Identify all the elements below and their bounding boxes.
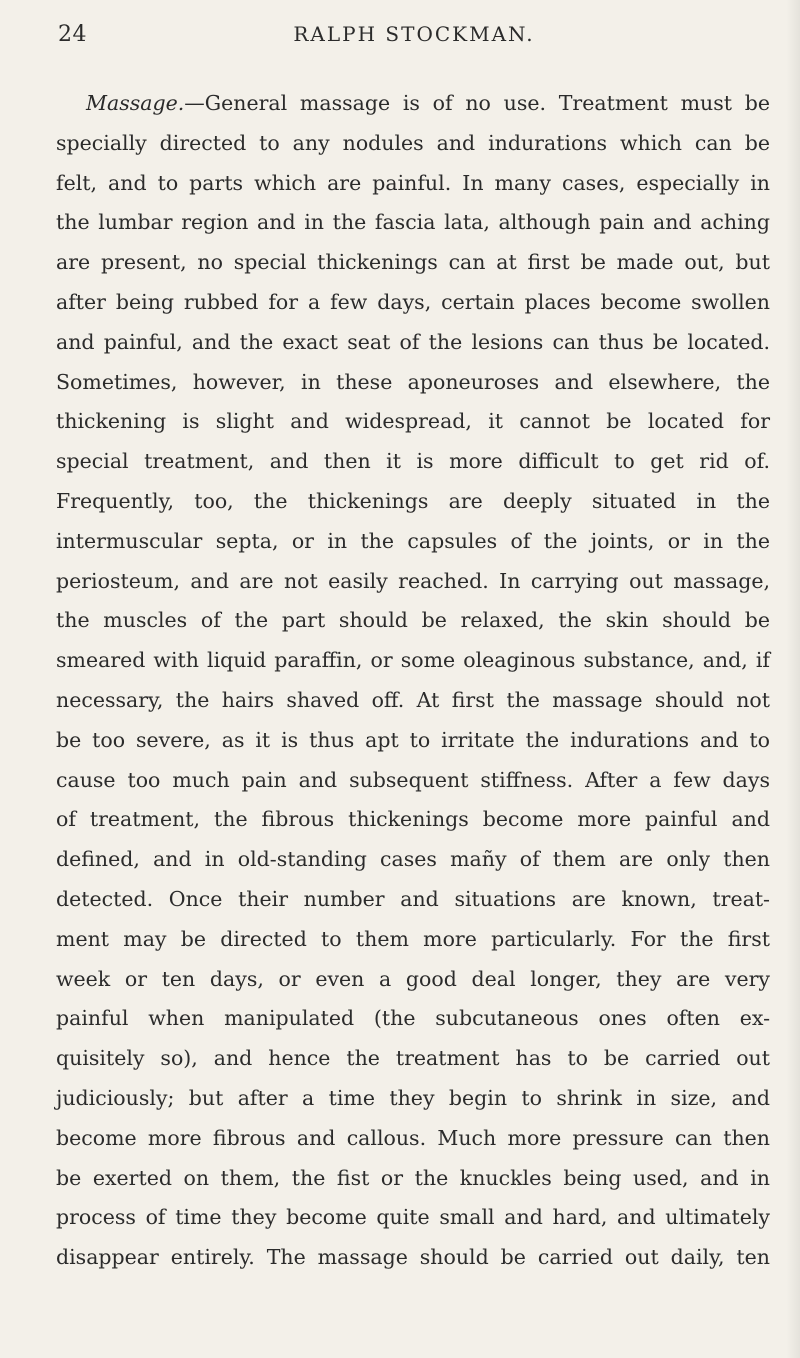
text-line: necessary, the hairs shaved off. At first the massage should not [56, 687, 770, 712]
text-line: intermuscular septa, or in the capsules of the joints, or in the [56, 528, 770, 553]
text-line: are present, no special thickenings can at first be made out, but [56, 250, 770, 275]
text-line: special treatment, and then it is more difficult to get rid of. [56, 449, 770, 474]
section-run-in-heading: Massage. [86, 91, 185, 115]
text-line: cause too much pain and subsequent stiffness. After a few days [56, 767, 770, 792]
text-line: be exerted on them, the fist or the knuckles being used, and in [56, 1165, 770, 1190]
text-line: painful when manipulated (the subcutaneous ones often ex- [56, 1006, 770, 1031]
text-line: quisitely so), and hence the treatment has to be carried out [56, 1046, 770, 1071]
text-line: the lumbar region and in the fascia lata, although pain and aching [56, 210, 770, 235]
page-number: 24 [58, 22, 87, 47]
text-line: become more fibrous and callous. Much more pressure can then [56, 1125, 770, 1150]
text-line: Sometimes, however, in these aponeuroses and elsewhere, the [56, 369, 770, 394]
text-line: defined, and in old-standing cases mañy of them are only then [56, 847, 770, 872]
text-line: specially directed to any nodules and indurations which can be [56, 130, 770, 155]
text-line [56, 84, 770, 124]
running-title: RALPH STOCKMAN. [293, 22, 535, 46]
text-line: Frequently, too, the thickenings are deeply situated in the [56, 488, 770, 513]
text-line: of treatment, the fibrous thickenings become more painful and [56, 807, 770, 832]
body-text [56, 84, 770, 1278]
text-line: periosteum, and are not easily reached. In carrying out massage, [56, 568, 770, 593]
text-line: felt, and to parts which are painful. In many cases, especially in [56, 170, 770, 195]
page-edge-shadow [786, 0, 800, 1358]
running-head [58, 22, 770, 52]
text-line: be too severe, as it is thus apt to irritate the indurations and to [56, 727, 770, 752]
text-line: after being rubbed for a few days, certain places become swollen [56, 289, 770, 314]
text-line: ment may be directed to them more particularly. For the first [56, 926, 770, 951]
text-line: and painful, and the exact seat of the lesions can thus be located. [56, 329, 770, 354]
text-line: judiciously; but after a time they begin to shrink in size, and [56, 1085, 770, 1110]
text-line: process of time they become quite small and hard, and ultimately [56, 1205, 770, 1230]
text-line-content: —General massage is of no use. Treatment must be [184, 91, 770, 115]
text-line: disappear entirely. The massage should be carried out daily, ten [56, 1245, 770, 1270]
text-line: the muscles of the part should be relaxed, the skin should be [56, 608, 770, 633]
text-line: week or ten days, or even a good deal longer, they are very [56, 966, 770, 991]
text-line: smeared with liquid paraffin, or some oleaginous substance, and, if [56, 648, 770, 673]
text-line: thickening is slight and widespread, it cannot be located for [56, 409, 770, 434]
text-line: detected. Once their number and situations are known, treat- [56, 886, 770, 911]
